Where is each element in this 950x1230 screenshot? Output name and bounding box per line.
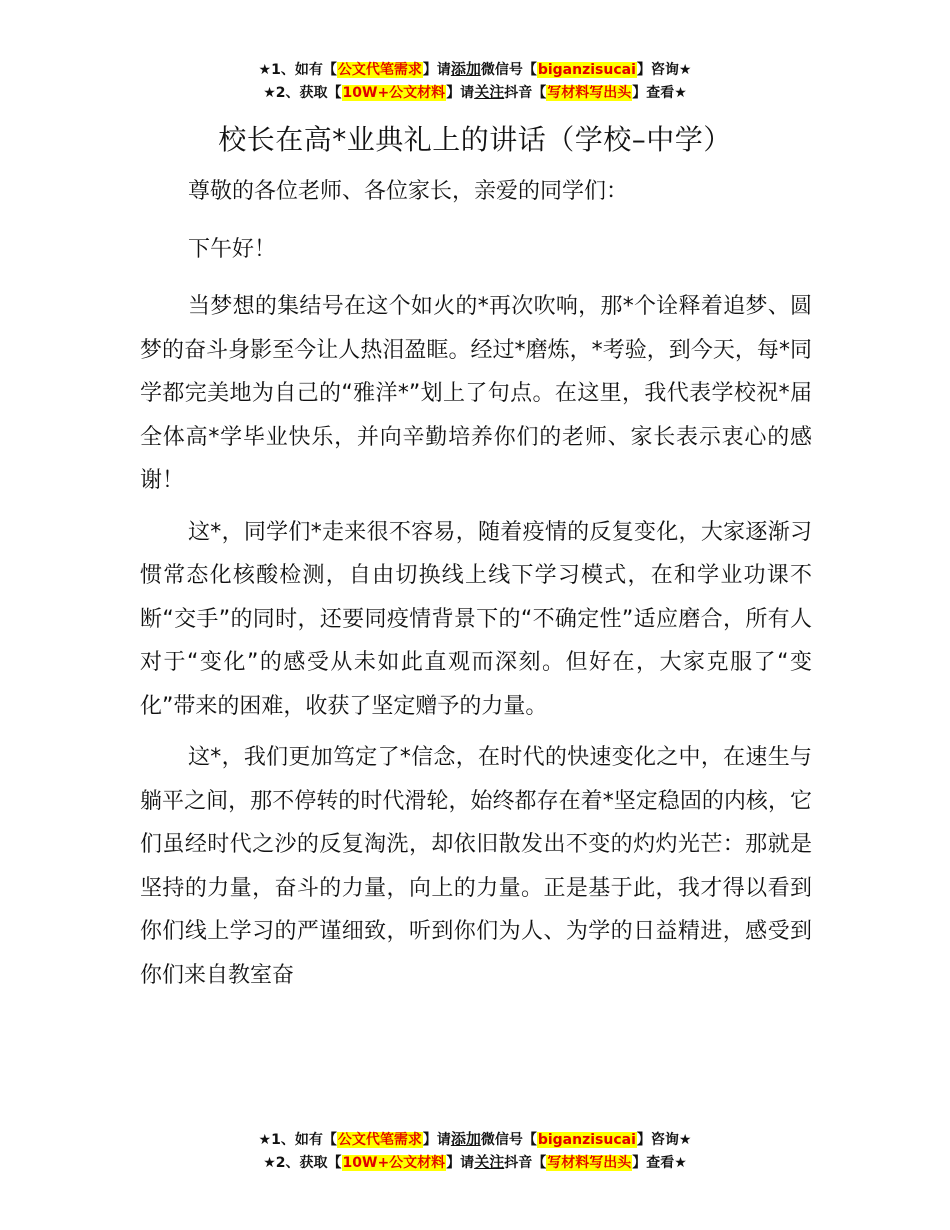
salutation: 尊敬的各位老师、各位家长，亲爱的同学们： <box>188 179 629 204</box>
highlight-materials: 10W+公文材料 <box>342 1155 446 1171</box>
banner-line-2 <box>0 1151 950 1174</box>
body-paragraph: 这*，我们更加笃定了*信念，在时代的快速变化之中，在速生与躺平之间，那不停转的时代滑轮，始终都存在着*坚定稳固的内核，它们虽经时代之沙的反复淘洗，却依旧散发出不变的灼灼光芒：那就是坚持的力量，奋斗的力量，向上的力量。正是基于此，我才得以看到你们线上学习的严谨细致，听到你们为人、为学的日益精进，感受到你们来自教室奋 <box>140 745 812 988</box>
banner-line-2 <box>0 81 950 104</box>
banner-line-1 <box>0 1128 950 1151</box>
banner-text: ★1、如有【 <box>258 1132 337 1148</box>
highlight-service: 公文代笔需求 <box>337 62 422 78</box>
banner-line-1 <box>0 58 950 81</box>
body-paragraph: 这*，同学们*走来很不容易，随着疫情的反复变化，大家逐渐习惯常态化核酸检测，自由切换线上线下学习模式，在和学业功课不断“交手”的同时，还要同疫情背景下的“不确定性”适应磨合，所有人对于“变化”的感受从未如此直观而深刻。但好在，大家克服了“变化”带来的困难，收获了坚定赠予的力量。 <box>140 519 812 719</box>
banner-text: 微信号【 <box>480 1132 537 1148</box>
highlight-materials: 10W+公文材料 <box>342 85 446 101</box>
banner-text: 】请 <box>446 85 475 101</box>
underlined-text: 关注 <box>474 83 505 101</box>
banner-text: 抖音【 <box>504 85 547 101</box>
header-banner <box>0 58 950 104</box>
highlight-douyin-id: 写材料写出头 <box>547 85 632 101</box>
highlight-service: 公文代笔需求 <box>337 1132 422 1148</box>
banner-text: 】咨询★ <box>636 62 692 78</box>
banner-text: 微信号【 <box>480 62 537 78</box>
banner-text: 】查看★ <box>632 1155 687 1171</box>
banner-text: 抖音【 <box>504 1155 547 1171</box>
banner-text: 】请 <box>446 1155 475 1171</box>
banner-text: ★1、如有【 <box>258 62 337 78</box>
footer-banner <box>0 1128 950 1174</box>
banner-text: ★2、获取【 <box>263 1155 342 1171</box>
body-paragraph: 当梦想的集结号在这个如火的*再次吹响，那*个诠释着追梦、圆梦的奋斗身影至今让人热泪盈眶。经过*磨炼，*考验，到今天，每*同学都完美地为自己的“雅洋*”划上了句点。在这里，我代表学校祝*届全体高*学毕业快乐，并向辛勤培养你们的老师、家长表示衷心的感谢！ <box>140 294 812 493</box>
document-body <box>140 170 812 1005</box>
highlight-douyin-id: 写材料写出头 <box>547 1155 632 1171</box>
banner-text: ★2、获取【 <box>263 85 342 101</box>
underlined-text: 添加 <box>450 1130 481 1148</box>
highlight-wechat-id: biganzisucai <box>537 1132 636 1148</box>
banner-text: 】请 <box>422 1132 451 1148</box>
banner-text: 】咨询★ <box>636 1132 692 1148</box>
underlined-text: 添加 <box>450 60 481 78</box>
underlined-text: 关注 <box>474 1153 505 1171</box>
highlight-wechat-id: biganzisucai <box>537 62 636 78</box>
banner-text: 】查看★ <box>632 85 687 101</box>
document-title: 校长在高*业典礼上的讲话（学校–中学） <box>218 123 732 156</box>
greeting: 下午好！ <box>188 236 277 262</box>
banner-text: 】请 <box>422 62 451 78</box>
